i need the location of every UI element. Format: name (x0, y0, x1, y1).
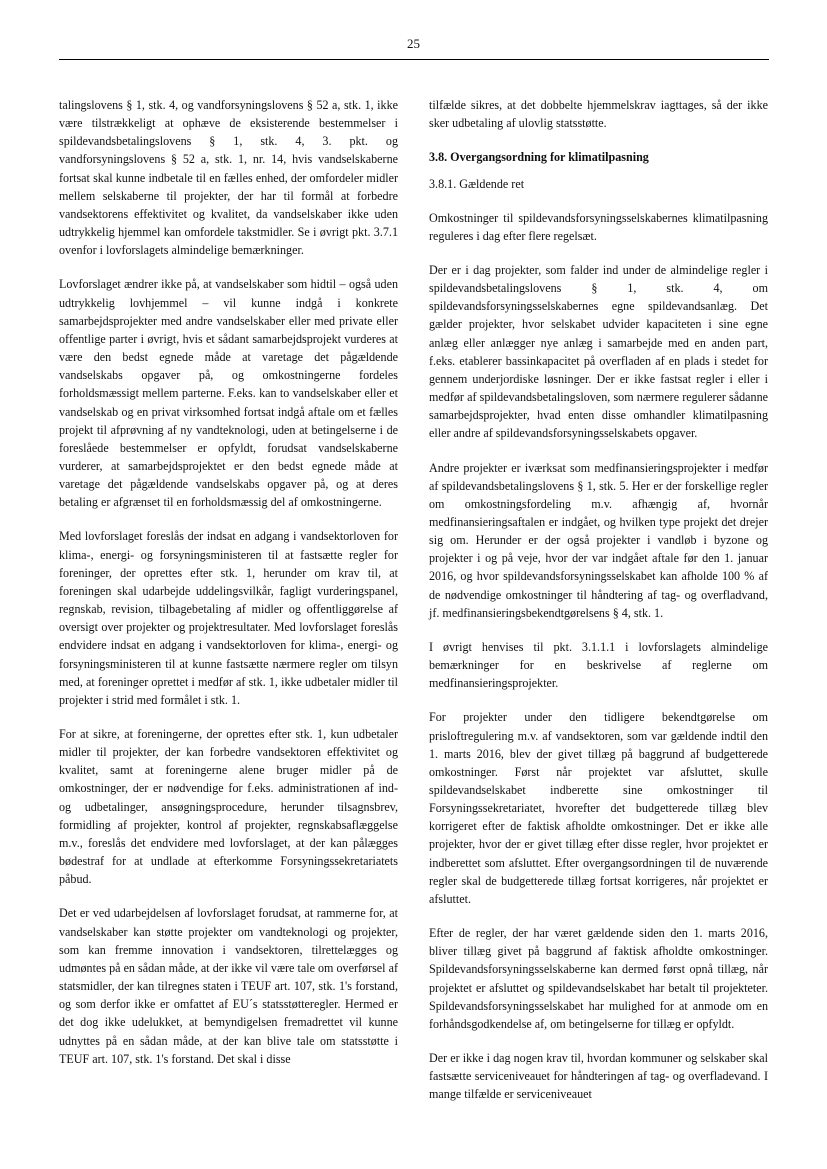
paragraph: Omkostninger til spildevandsforsyningsselskabernes klimatilpasning reguleres i dag efter flere regelsæt. (429, 210, 768, 243)
subsection-heading: 3.8.1. Gældende ret (429, 177, 525, 192)
paragraph: Andre projekter er iværksat som medfinansieringsprojekter i medfør af spildevandsbetalingslovens § 1, stk. 5. Her er der forskellige regler om omkostningsfordeling m.v. afhængig af, hvornår medfinansieringsaftalen er indgået, og hvilken type projekt det drejer sig om. Herunder er der også projekter i vandløb i byzone og projekter i og på veje, hvor der var indgået aftale før den 1. januar 2016, og hvor spildevandsforsyningsselskabet kan afholde 100 % af de nødvendige omkostninger til håndtering af tag- og overfladvand, jf. medfinansieringsbekendtgørelsens § 4, stk. 1. (429, 460, 768, 620)
paragraph: tilfælde sikres, at det dobbelte hjemmelskrav iagttages, så der ikke sker udbetaling af ulovlig statsstøtte. (429, 98, 768, 131)
paragraph: For projekter under den tidligere bekendtgørelse om prisloftregulering m.v. af vandsektoren, som var gældende indtil den 1. marts 2016, blev der givet tillæg på baggrund af budgetterede omkostninger. Først når projektet var afsluttet, skulle spildevandselskabet indberette sine omkostninger til Forsyningssekretariatet, hvorefter det budgetterede tillæg blev korrigeret efter de faktisk afholdte omkostninger. Det er ikke alle projekter, hvor der er givet tillæg efter disse regler, hvor projektet er indberettet som afsluttet. Efter overgangsordningen til de nuværende regler skal de budgetterede tillæg fortsat korrigeres, når projektet er afsluttet. (429, 710, 768, 906)
right-column (429, 96, 768, 1120)
header-rule (59, 59, 769, 60)
paragraph: Lovforslaget ændrer ikke på, at vandselskaber som hidtil – også uden udtrykkelig lovhjemmel – vil kunne indgå i konkrete samarbejdsprojekter med andre vandselskaber eller med private eller offentlige parter i øvrigt, hvis et sådant samarbejdsprojekt vurderes at være den bedst egnede måde at varetage det pågældende vandselskabs opgaver på, og omkostningerne fordeles forholdsmæssigt mellem parterne. F.eks. kan to vandselskaber eller et vandselskab og en privat virksomhed fortsat indgå aftale om et fælles projekt til afprøvning af ny vandteknologi, uden at betingelserne i de foreslåede bestemmelser er opfyldt, forudsat vandselskaberne vurderer, at samarbejdsprojektet er den bedst egnede måde at varetage det pågældende vandselskabs opgaver på, og at deres betaling er afgrænset til en forholdsmæssig del af omkostningerne. (59, 277, 398, 510)
left-column (59, 96, 398, 1084)
paragraph: For at sikre, at foreningerne, der oprettes efter stk. 1, kun udbetaler midler til projekter, der kan forbedre vandsektoren effektivitet og kvalitet, samt at foreningerne alene bruger midler på de omkostninger, der er nødvendige for f.eks. administrationen af ind- og udbetalinger, ansøgningsprocedure, herunder tilsagnsbrev, formidling af projekter, kontrol af projekter, regnskabsaflæggelse m.v., foreslås det endvidere med lovforslaget, at der kan pålægges bødestraf for at undlade at efterkomme Forsyningssekretariatets påbud. (59, 727, 398, 887)
paragraph: I øvrigt henvises til pkt. 3.1.1.1 i lovforslagets almindelige bemærkninger for en beskrivelse af reglerne om medfinansieringsprojekter. (429, 639, 768, 691)
paragraph: Med lovforslaget foreslås der indsat en adgang i vandsektorloven for klima-, energi- og forsyningsministeren til at fastsætte regler for foreninger, der oprettes efter stk. 1, herunder om krav til, at foreningen skal udarbejde uddelingsvilkår, fagligt vurderingspanel, regnskab, revision, tilbagebetaling af midler og offentliggørelse af oversigt over projekter og projektresultater. Med lovforslaget foreslås endvidere indsat en adgang i vandsektorloven for klima-, energi- og forsyningsministeren til at kunne fastsætte nærmere regler om tilsyn med, at foreninger oprettet i medfør af stk. 1, ikke udbetaler midler til projekter i strid med formålet i stk. 1. (59, 529, 398, 707)
paragraph: talingslovens § 1, stk. 4, og vandforsyningslovens § 52 a, stk. 1, ikke være tilstrækkeligt at ophæve de eksisterende bestemmelser i spildevandsbetalingslovens § 1, stk. 4, 3. pkt. og vandforsyningslovens § 52 a, stk. 1, nr. 14, hvis vandselskaberne fortsat skal kunne indbetale til en fælles enhed, der omfordeler midler mellem selskaberne til projekter, der har til formål at forbedre vandsektorens effektivitet og kvalitet, da vandselskaber ikke uden udtrykkelig hjemmel kan omfordele takstmidler. Se i øvrigt pkt. 3.7.1 ovenfor i lovforslagets almindelige bemærkninger. (59, 98, 398, 258)
paragraph: Efter de regler, der har været gældende siden den 1. marts 2016, bliver tillæg givet på baggrund af faktisk afholdte omkostninger. Spildevandsforsyningsselskaberne kan dermed først opnå tillæg, når projektet er afsluttet og spildevandselskabet har betalt til projekteter. Spildevandsforsyningsselskabet har mulighed for at anmode om en forhåndsgodkendelse af, om betingelserne for tillæg er opfyldt. (429, 926, 768, 1031)
paragraph: Der er ikke i dag nogen krav til, hvordan kommuner og selskaber skal fastsætte serviceniveauet for håndteringen af tag- og overfladevand. I mange tilfælde er serviceniveauet (429, 1051, 768, 1102)
paragraph: Der er i dag projekter, som falder ind under de almindelige regler i spildevandsbetalingslovens § 1, stk. 4, om spildevandsforsyningsselskabernes egne spildevandsanlæg. Det gælder projekter, hvor selskabet udvider kapaciteten i sine egne anlæg eller anlægger nye anlæg i samarbejde med en anden part, f.eks. etablerer bassinkapacitet på overfladen af en plads i stedet for gennem underjordiske løsninger. Der er ikke fastsat regler i eller i medfør af spildevandsbetalingsloven, som nærmere regulerer sådanne samarbejdsprojekter, hvad enten disse omhandler klimatilpasning eller andre af spildevandsforsyningsselskabets opgaver. (429, 262, 768, 441)
paragraph: Det er ved udarbejdelsen af lovforslaget forudsat, at rammerne for, at vandselskaber kan støtte projekter om vandteknologi og projekter, som kan fremme innovation i vandsektoren, tilrettelægges og udmøntes på en sådan måde, at der ikke vil være tale om overførsel af statsmidler, der kan tilregnes staten i TEUF art. 107, stk. 1's forstand, og som derfor ikke er omfattet af EU´s statsstøtteregler. Hermed er det dog ikke udelukket, at bemyndigelsen fremadrettet vil kunne udnyttes på en sådan måde, at der kan blive tale om statsstøtte i TEUF art. 107, stk. 1's forstand. Det skal i disse (59, 906, 398, 1066)
section-heading: 3.8. Overgangsordning for klimatilpasning (429, 150, 649, 165)
page-number: 25 (407, 36, 420, 51)
